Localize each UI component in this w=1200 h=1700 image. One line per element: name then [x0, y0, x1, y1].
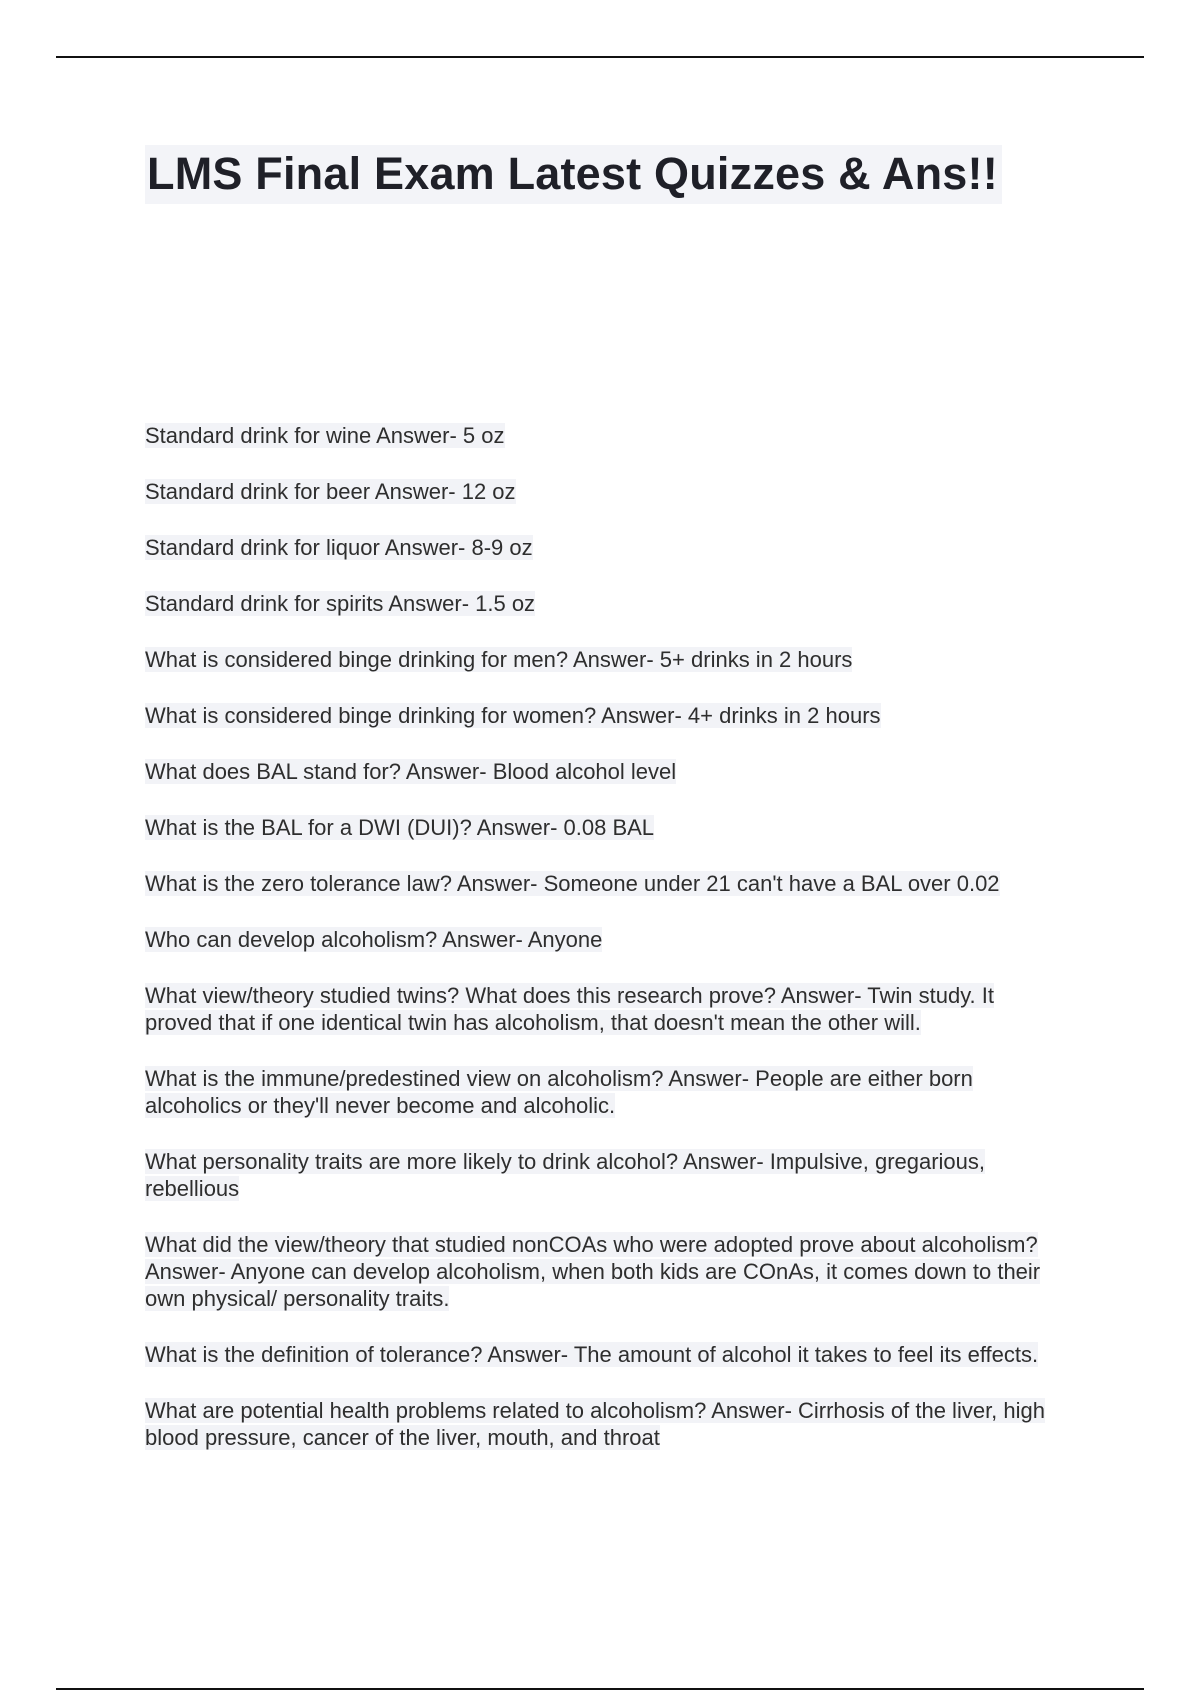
qa-item	[145, 1231, 1065, 1312]
qa-item	[145, 1341, 1065, 1368]
top-rule	[56, 56, 1144, 58]
qa-text: What view/theory studied twins? What does this research prove? Answer- Twin study. It proved that if one identical twin has alcoholism, that doesn't mean the other will.	[145, 983, 995, 1035]
qa-item	[145, 702, 1065, 729]
qa-text: What is considered binge drinking for men? Answer- 5+ drinks in 2 hours	[145, 647, 853, 672]
qa-item	[145, 814, 1065, 841]
qa-text: What is the definition of tolerance? Answer- The amount of alcohol it takes to feel its effects.	[145, 1342, 1039, 1367]
qa-text: What does BAL stand for? Answer- Blood alcohol level	[145, 759, 677, 784]
qa-item	[145, 1065, 1065, 1119]
qa-text: What are potential health problems related to alcoholism? Answer- Cirrhosis of the liver, high blood pressure, cancer of the liver, mouth, and throat	[145, 1398, 1046, 1450]
qa-text: What is considered binge drinking for women? Answer- 4+ drinks in 2 hours	[145, 703, 881, 728]
qa-text: What is the immune/predestined view on alcoholism? Answer- People are either born alcoholics or they'll never become and alcoholic.	[145, 1066, 973, 1118]
qa-item	[145, 478, 1065, 505]
qa-item	[145, 982, 1065, 1036]
qa-text: What is the BAL for a DWI (DUI)? Answer- 0.08 BAL	[145, 815, 655, 840]
qa-item	[145, 1397, 1065, 1451]
qa-text: Standard drink for wine Answer- 5 oz	[145, 423, 505, 448]
document-title-text: LMS Final Exam Latest Quizzes & Ans!!	[147, 148, 998, 199]
document-body	[145, 145, 1065, 1450]
qa-text: Who can develop alcoholism? Answer- Anyone	[145, 927, 603, 952]
qa-item	[145, 1148, 1065, 1202]
bottom-rule	[56, 1688, 1144, 1690]
qa-list	[145, 422, 1065, 1480]
qa-item	[145, 870, 1065, 897]
qa-text: What is the zero tolerance law? Answer- Someone under 21 can't have a BAL over 0.02	[145, 871, 1000, 896]
qa-text: What did the view/theory that studied nonCOAs who were adopted prove about alcoholism? Answer- Anyone can develop alcoholism, when both kids are COnAs, it comes down to their own physical/ personality traits.	[145, 1232, 1041, 1311]
qa-text: Standard drink for beer Answer- 12 oz	[145, 479, 516, 504]
document-title	[145, 145, 1002, 204]
qa-item	[145, 926, 1065, 953]
qa-text: Standard drink for spirits Answer- 1.5 oz	[145, 591, 536, 616]
qa-text: What personality traits are more likely to drink alcohol? Answer- Impulsive, gregarious, rebellious	[145, 1149, 986, 1201]
qa-item	[145, 534, 1065, 561]
qa-item	[145, 590, 1065, 617]
qa-item	[145, 646, 1065, 673]
qa-item	[145, 422, 1065, 449]
qa-item	[145, 758, 1065, 785]
qa-text: Standard drink for liquor Answer- 8-9 oz	[145, 535, 533, 560]
